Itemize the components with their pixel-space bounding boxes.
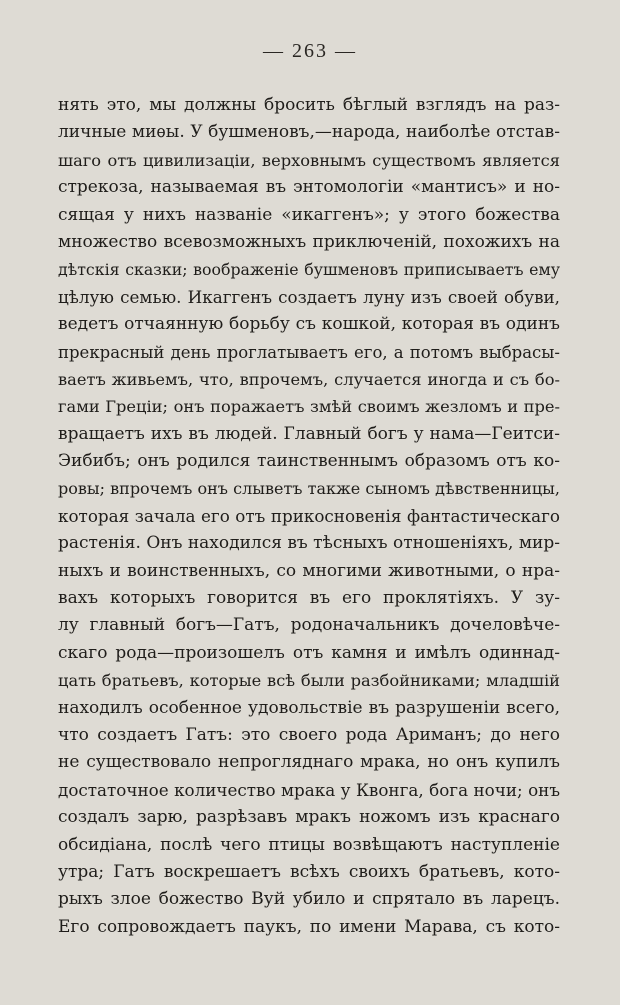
text-line: Эибибъ; онъ родился таинственнымъ образомъ отъ ко- [58, 451, 560, 472]
text-line: ваетъ живьемъ, что, впрочемъ, случается иногда и съ бо- [58, 369, 560, 389]
text-line: личные миѳы. У бушменовъ,—народа, наиболѣе отстав- [58, 122, 560, 143]
text-line: скаго рода—произошелъ отъ камня и имѣлъ одиннад- [58, 642, 560, 663]
text-line: ныхъ и воинственныхъ, со многими животными, о нра- [58, 560, 560, 581]
text-line: находилъ особенное удовольствіе въ разрушеніи всего, [58, 697, 560, 718]
text-line: нять это, мы должны бросить бѣглый взглядъ на раз- [58, 95, 560, 115]
text-line: ровы; впрочемъ онъ слыветъ также сыномъ дѣвственницы, [58, 479, 560, 499]
text-line: достаточное количество мрака у Квонга, бога ночи; онъ [58, 779, 560, 800]
text-line: гами Греціи; онъ поражаетъ змѣй своимъ жезломъ и пре- [58, 397, 560, 417]
text-line: сящая у нихъ названіе «икаггенъ»; у этого божества [58, 204, 560, 225]
text-line: шаго отъ цивилизаціи, верховнымъ существомъ является [58, 150, 560, 170]
text-line: дѣтскія сказки; воображеніе бушменовъ приписываетъ ему [58, 260, 560, 280]
text-line: прекрасный день проглатываетъ его, а потомъ выбрасы- [58, 342, 560, 362]
text-line: создалъ зарю, разрѣзавъ мракъ ножомъ изъ краснаго [58, 807, 560, 828]
text-line: множество всевозможныхъ приключеній, похожихъ на [58, 231, 560, 252]
text-line: стрекоза, называемая въ энтомологіи «мантисъ» и но- [58, 177, 560, 198]
text-line: цѣлую семью. Икаггенъ создаетъ луну изъ своей обуви, [58, 286, 560, 307]
text-line: Его сопровождаетъ паукъ, по имени Марава, съ кото- [58, 916, 560, 937]
text-line: растенія. Онъ находился въ тѣсныхъ отношеніяхъ, мир- [58, 533, 560, 554]
text-line: не существовало непрогляднаго мрака, но онъ купилъ [58, 752, 560, 773]
text-line: которая зачала его отъ прикосновенія фантастическаго [58, 505, 560, 526]
text-line: утра; Гатъ воскрешаетъ всѣхъ своихъ братьевъ, кото- [58, 861, 560, 882]
text-line: цать братьевъ, которые всѣ были разбойниками; младшій [58, 671, 560, 691]
text-line: что создаетъ Гатъ: это своего рода Ариманъ; до него [58, 724, 560, 745]
text-line: рыхъ злое божество Вуй убило и спрятало въ ларецъ. [58, 889, 560, 910]
text-line: ведетъ отчаянную борьбу съ кошкой, которая въ одинъ [58, 314, 560, 335]
text-line: вахъ которыхъ говорится въ его проклятіяхъ. У зу- [58, 588, 560, 609]
text-line: вращаетъ ихъ въ людей. Главный богъ у нама—Геитси- [58, 423, 560, 444]
body-text [58, 92, 560, 941]
page-number: — 263 — [263, 40, 357, 62]
text-line: лу главный богъ—Гатъ, родоначальникъ дочеловѣче- [58, 615, 560, 636]
text-line: обсидіана, послѣ чего птицы возвѣщаютъ наступленіе [58, 834, 560, 855]
